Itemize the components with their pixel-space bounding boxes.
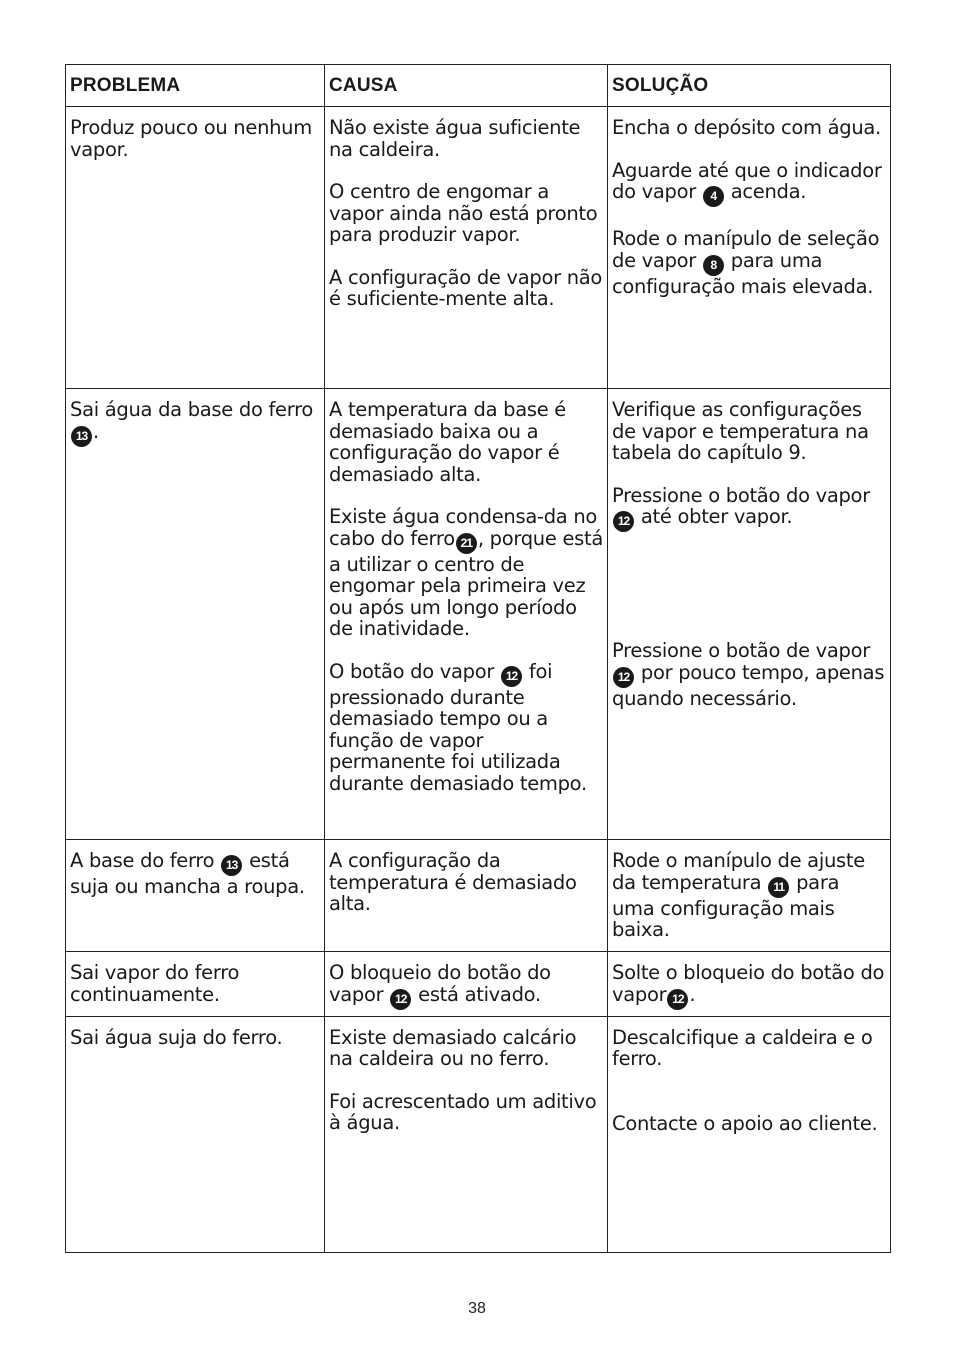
table-row [66, 389, 891, 840]
solution-cell [608, 389, 891, 840]
cause-text: O centro de engomar a vapor ainda não está pronto para produzir vapor. [329, 180, 598, 246]
table-header-row [66, 65, 891, 107]
solution-text: Aguarde até que o indicador do vapor 4 acenda. [612, 160, 886, 208]
cause-text: O botão do vapor 12 foi pressionado durante demasiado tempo ou a função de vapor permanente foi utilizada durante demasiado tempo. [329, 659, 587, 795]
steam-button-badge-icon: 12 [613, 511, 634, 532]
solution-text: Verifique as configurações de vapor e temperatura na tabela do capítulo 9. [612, 398, 869, 464]
problem-text: Sai água da base do ferro13 . [70, 399, 320, 447]
problem-cell [66, 840, 325, 952]
page-number: 38 [468, 1300, 486, 1317]
problem-text: Sai água suja do ferro. [70, 1025, 283, 1049]
table-row [66, 107, 891, 389]
troubleshooting-table [65, 64, 891, 1253]
problem-cell [66, 107, 325, 389]
solution-cell [608, 952, 891, 1017]
steam-button-badge-icon: 12 [613, 667, 634, 688]
steam-button-badge-icon: 12 [390, 989, 411, 1010]
solution-text: Contacte o apoio ao cliente. [612, 1111, 878, 1135]
cause-cell [325, 1016, 608, 1252]
temperature-knob-badge-icon: 11 [768, 877, 789, 898]
cause-text: Existe água condensa-da no cabo do ferro 21 , porque está a utilizar o centro de engomar pela primeira vez ou após um longo período de inatividade. [329, 505, 604, 640]
problem-cell [66, 1016, 325, 1252]
cause-cell [325, 389, 608, 840]
solution-text: Solte o bloqueio do botão do vapor 12 . [612, 962, 886, 1010]
header-solucao: SOLUÇÃO [608, 65, 891, 107]
solution-text: Rode o manípulo de ajuste da temperatura 11 para uma configuração mais baixa. [612, 849, 865, 941]
header-problema: PROBLEMA [66, 65, 325, 107]
solution-text: Encha o depósito com água. [612, 116, 881, 139]
table-row [66, 840, 891, 952]
solution-text: Rode o manípulo de seleção de vapor 8 para uma configuração mais elevada. [612, 227, 880, 298]
cause-cell [325, 840, 608, 952]
cause-cell [325, 952, 608, 1017]
problem-text: Sai vapor do ferro continuamente. [70, 961, 240, 1006]
cause-text: O bloqueio do botão do vapor 12 está ativado. [329, 962, 603, 1010]
solution-cell [608, 840, 891, 952]
problem-cell [66, 389, 325, 840]
solution-text: Pressione o botão de vapor 12 por pouco tempo, apenas quando necessário. [612, 639, 885, 710]
table-row [66, 952, 891, 1017]
solution-text: Pressione o botão do vapor 12 até obter vapor. [612, 485, 886, 533]
table-row [66, 1016, 891, 1252]
cause-cell [325, 107, 608, 389]
header-causa: CAUSA [325, 65, 608, 107]
problem-text: Produz pouco ou nenhum vapor. [70, 116, 312, 161]
steam-indicator-badge-icon: 4 [703, 186, 724, 207]
problem-text: A base do ferro 13 está suja ou mancha a roupa. [70, 849, 305, 898]
cause-text: A configuração de vapor não é suficiente-mente alta. [329, 265, 603, 310]
cause-text: A configuração da temperatura é demasiado alta. [329, 849, 577, 915]
cause-text: A temperatura da base é demasiado baixa ou a configuração do vapor é demasiado alta. [329, 398, 566, 486]
solution-cell [608, 1016, 891, 1252]
iron-cable-badge-icon: 21 [456, 533, 477, 554]
steam-button-badge-icon: 12 [667, 989, 688, 1010]
solution-text: Descalcifique a caldeira e o ferro. [612, 1025, 873, 1070]
problem-cell [66, 952, 325, 1017]
steam-knob-badge-icon: 8 [703, 255, 724, 276]
solution-cell [608, 107, 891, 389]
cause-text: Não existe água suficiente na caldeira. [329, 116, 581, 161]
soleplate-badge-icon: 13 [221, 855, 242, 876]
cause-text: Foi acrescentado um aditivo à água. [329, 1089, 597, 1134]
steam-button-badge-icon: 12 [501, 666, 522, 687]
soleplate-badge-icon: 13 [71, 426, 92, 447]
cause-text: Existe demasiado calcário na caldeira ou no ferro. [329, 1025, 577, 1070]
